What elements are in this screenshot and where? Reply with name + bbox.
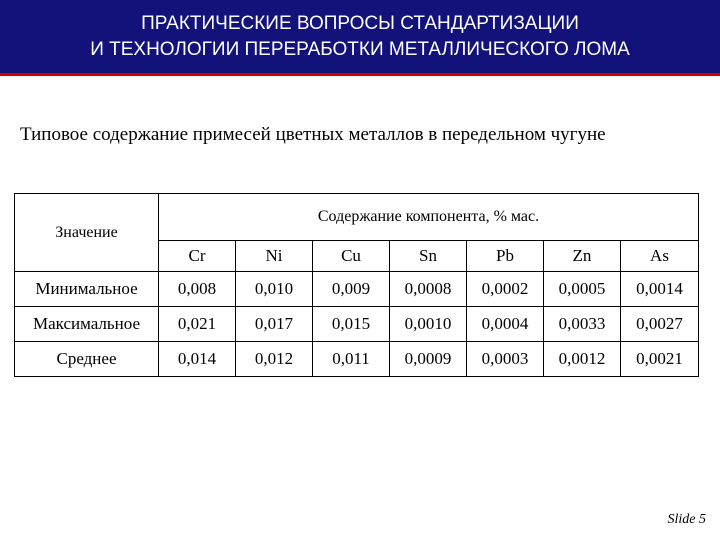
element-header: Cu: [313, 241, 390, 272]
element-header: As: [621, 241, 699, 272]
table-cell: 0,0027: [621, 307, 699, 342]
table-cell: 0,021: [159, 307, 236, 342]
table-row: [15, 272, 699, 307]
table-cell: 0,017: [236, 307, 313, 342]
group-header-cell: Содержание компонента, % мас.: [159, 194, 699, 241]
table-cell: 0,008: [159, 272, 236, 307]
table-cell: 0,011: [313, 342, 390, 377]
table-cell: 0,0014: [621, 272, 699, 307]
element-header: Zn: [544, 241, 621, 272]
impurity-table: [14, 193, 699, 377]
element-header: Pb: [467, 241, 544, 272]
row-label: Среднее: [15, 342, 159, 377]
table-cell: 0,0005: [544, 272, 621, 307]
row-label: Максимальное: [15, 307, 159, 342]
table-row: [15, 307, 699, 342]
table-cell: 0,009: [313, 272, 390, 307]
table-cell: 0,014: [159, 342, 236, 377]
table-cell: 0,0010: [390, 307, 467, 342]
table-cell: 0,012: [236, 342, 313, 377]
element-header: Sn: [390, 241, 467, 272]
table-caption: Типовое содержание примесей цветных металлов в передельном чугуне: [20, 124, 606, 145]
table-cell: 0,0033: [544, 307, 621, 342]
table-cell: 0,0012: [544, 342, 621, 377]
element-header: Cr: [159, 241, 236, 272]
slide-number: Slide 5: [667, 512, 706, 527]
table-cell: 0,0008: [390, 272, 467, 307]
table-cell: 0,0004: [467, 307, 544, 342]
slide-title-line-1: ПРАКТИЧЕСКИЕ ВОПРОСЫ СТАНДАРТИЗАЦИИ: [141, 12, 579, 34]
table-header-row: [15, 194, 699, 241]
table-cell: 0,0009: [390, 342, 467, 377]
table-cell: 0,0003: [467, 342, 544, 377]
slide-title-line-2: И ТЕХНОЛОГИИ ПЕРЕРАБОТКИ МЕТАЛЛИЧЕСКОГО ЛОМА: [90, 38, 630, 60]
table-cell: 0,0002: [467, 272, 544, 307]
table-cell: 0,0021: [621, 342, 699, 377]
row-header-cell: Значение: [15, 194, 159, 272]
element-header: Ni: [236, 241, 313, 272]
table-cell: 0,015: [313, 307, 390, 342]
row-label: Минимальное: [15, 272, 159, 307]
table-row: [15, 342, 699, 377]
table-cell: 0,010: [236, 272, 313, 307]
title-bar: [0, 0, 720, 76]
